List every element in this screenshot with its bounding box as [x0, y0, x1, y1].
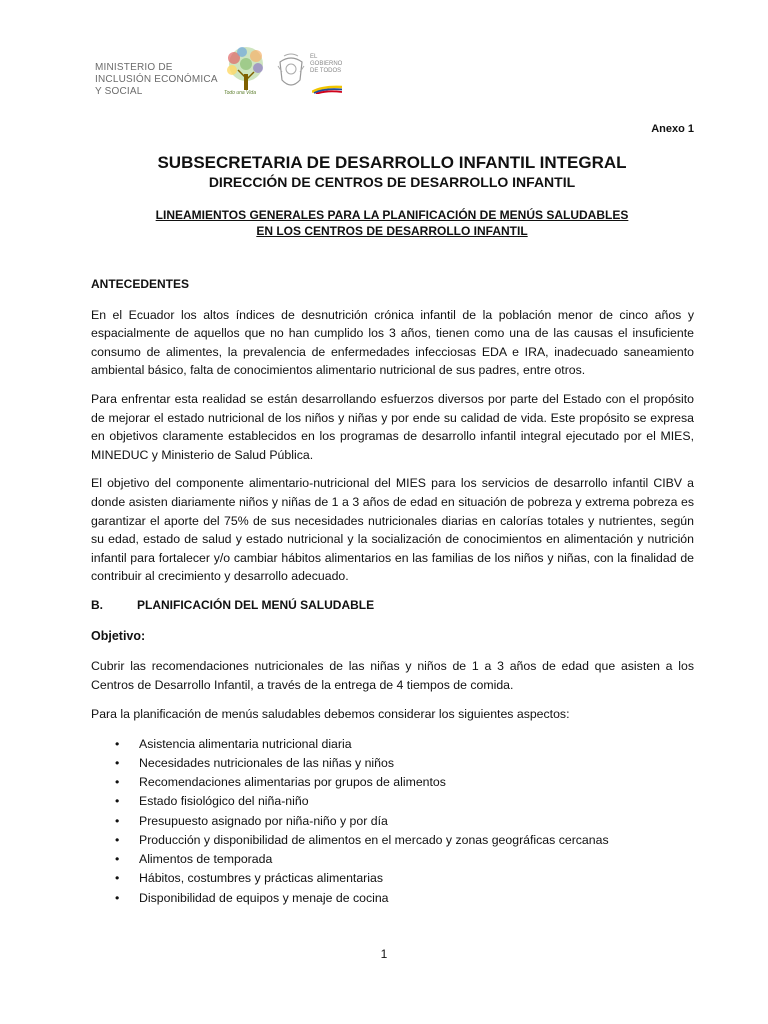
antecedentes-heading: ANTECEDENTES [91, 277, 190, 291]
aspects-list [91, 735, 694, 908]
coat-of-arms-icon [276, 52, 306, 92]
bullet-icon: • [115, 871, 120, 886]
bullet-icon: • [115, 890, 120, 905]
bullet-icon: • [115, 852, 120, 867]
list-item: • Estado fisiológico del niña-niño [115, 792, 694, 811]
paragraph-antecedentes-2: Para enfrentar esta realidad se están desarrollando esfuerzos diversos por parte del Estado con el propósito de mejorar el estado nutricional de los niños y niñas y por ende su calidad de vida. Este propósito se expresa en objetivos claramente establecidos en los programas de desarrollo infantil integral ejecutado por el MIES, MINEDUC y Ministerio de Salud Pública. [91, 391, 694, 462]
annex-label: Anexo 1 [651, 123, 694, 135]
paragraph-antecedentes-3: El objetivo del componente alimentario-nutricional del MIES para los servicios de desarrollo infantil CIBV a donde asisten diariamente niños y niñas de 1 a 3 años de edad en situación de pobreza y extrema pobreza es garantizar el aporte del 75% de sus necesidades nutricionales diarias en calorías totales y nutrientes, según su edad, estado de salud y estado nutricional y la socialización de conocimientos en alimentación y nutrición infantil para fortalecer y/o cambiar hábitos alimentarios en las familias de los niños y niñas, con la finalidad de contribuir al crecimiento y desarrollo adecuado. [91, 476, 694, 584]
document-title: SUBSECRETARIA DE DESARROLLO INFANTIL INTEGRAL [157, 153, 627, 172]
gov-logo-text: EL GOBIERNO DE TODOS [310, 54, 343, 74]
title-block [90, 153, 694, 239]
list-item: • Disponibilidad de equipos y menaje de cocina [115, 889, 694, 908]
list-item: • Asistencia alimentaria nutricional diaria [115, 735, 694, 754]
paragraph-aspects-intro: Para la planificación de menús saludables debemos considerar los siguientes aspectos: [91, 707, 570, 722]
bullet-icon: • [115, 756, 120, 771]
bullet-icon: • [115, 832, 120, 847]
header-logos [90, 40, 350, 104]
list-item: • Recomendaciones alimentarias por grupos de alimentos [115, 773, 694, 792]
paragraph-objective: Cubrir las recomendaciones nutricionales de las niñas y niños de 1 a 3 años de edad que asisten a los Centros de Desarrollo Infantil, a través de la entrega de 4 tiempos de comida. [91, 659, 694, 692]
document-body [91, 275, 694, 908]
guidelines-title-line2: EN LOS CENTROS DE DESARROLLO INFANTIL [256, 224, 528, 238]
ministry-logo-text: MINISTERIO DE INCLUSIÓN ECONÓMICA Y SOCIAL [95, 62, 218, 97]
paragraph-antecedentes-1: En el Ecuador los altos índices de desnutrición crónica infantil de la población menor de cinco años y espacialmente de aquellos que no han cumplido los 3 años, tienen como una de las causas el insuficiente consumo de alimentes, la prevalencia de enfermedades infecciosas EDA e IRA, inadecuado saneamiento ambiental básico, falta de conocimientos alimentario nutricional de sus padres, entre otros. [91, 307, 694, 378]
tricolor-swoosh-icon [312, 84, 342, 94]
section-b-heading [91, 596, 694, 615]
page-number: 1 [380, 947, 388, 961]
guidelines-title-line1: LINEAMIENTOS GENERALES PARA LA PLANIFICACIÓN DE MENÚS SALUDABLES [155, 208, 629, 222]
list-item: • Hábitos, costumbres y prácticas alimentarias [115, 869, 694, 888]
tree-logo-caption: Todo una Vida [224, 90, 256, 96]
guidelines-title [90, 207, 694, 239]
list-item: • Presupuesto asignado por niña-niño y por día [115, 812, 694, 831]
list-item: • Producción y disponibilidad de alimentos en el mercado y zonas geográficas cercanas [115, 831, 694, 850]
section-b-letter: B. [91, 597, 103, 612]
bullet-icon: • [115, 813, 120, 828]
list-item: • Alimentos de temporada [115, 850, 694, 869]
bullet-icon: • [115, 794, 120, 809]
document-subtitle: DIRECCIÓN DE CENTROS DE DESARROLLO INFANTIL [208, 174, 576, 190]
objective-heading: Objetivo: [91, 628, 146, 643]
bullet-icon: • [115, 775, 120, 790]
bullet-icon: • [115, 736, 120, 751]
section-b-title: PLANIFICACIÓN DEL MENÚ SALUDABLE [137, 597, 375, 612]
list-item: • Necesidades nutricionales de las niñas y niños [115, 754, 694, 773]
